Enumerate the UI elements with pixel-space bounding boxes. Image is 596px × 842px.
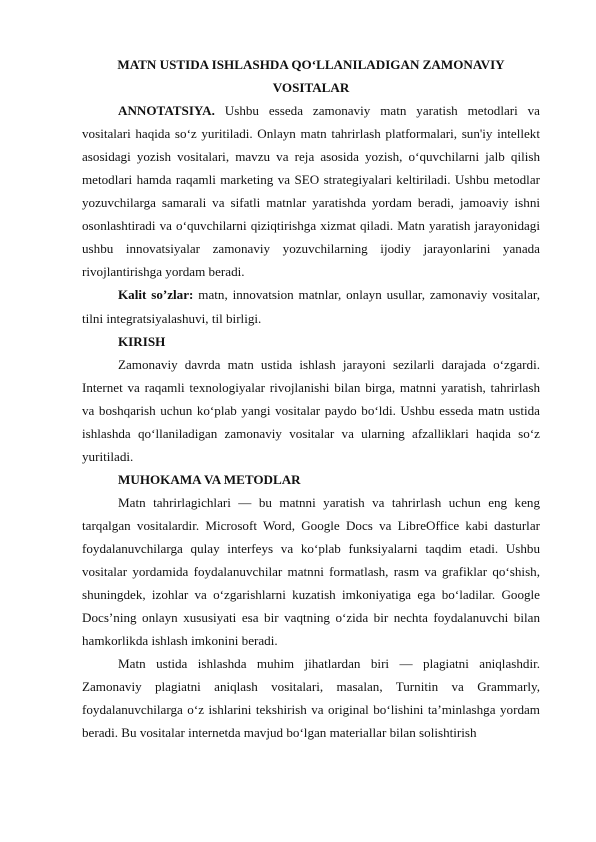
intro-heading: KIRISH — [118, 333, 166, 349]
abstract-label: ANNOTATSIYA. — [118, 103, 215, 119]
title-line-1: MATN USTIDA ISHLASHDA QO‘LLANILADIGAN ZAMONAVIY — [117, 57, 505, 72]
document-title — [82, 53, 540, 99]
abstract-paragraph — [82, 99, 540, 283]
discussion-heading: MUHOKAMA VA METODLAR — [118, 471, 301, 487]
abstract-text: Ushbu esseda zamonaviy matn yaratish metodlari va vositalari haqida so‘z yuritiladi. Onlayn matn tahrirlash platformalari, sun'iy intellekt asosidagi yozish vositalari, mavzu va reja asosida yozish, o‘quvchilarni jalb qilish metodlari hamda raqamli marketing va SEO strategiyalari keltiriladi. Ushbu metodlar yozuvchilarga samarali va sifatli matnlar yaratishda yordam beradi, jamoaviy ishni osonlashtiradi va o‘quvchilarni qiziqtirishga xizmat qiladi. Matn yaratish jarayonidagi ushbu innovatsiyalar zamonaviy yozuvchilarning ijodiy jarayonlarini yanada rivojlantirishga yordam beradi. — [82, 103, 540, 280]
discussion-paragraph-1: Matn tahrirlagichlari — bu matnni yaratish va tahrirlash uchun eng keng tarqalgan vositalardir. Microsoft Word, Google Docs va LibreOffice kabi dasturlar foydalanuvchilarga qulay interfeys va ko‘plab funksiyalarni taqdim etadi. Ushbu vositalar yordamida foydalanuvchilar matnni formatlash, rasm va grafiklar qo‘shish, shuningdek, izohlar va o‘zgarishlarni kuzatish imkoniyatiga ega bo‘ladilar. Google Docs’ning onlayn xususiyati esa bir vaqtning o‘zida bir nechta foydalanuvchi bilan hamkorlikda ishlash imkonini beradi. — [82, 494, 540, 649]
discussion-paragraph-2: Matn ustida ishlashda muhim jihatlardan biri — plagiatni aniqlashdir. Zamonaviy plagiatni aniqlash vositalari, masalan, Turnitin va Grammarly, foydalanuvchilarga o‘z ishlarini tekshirish va original bo‘lishini ta’minlashga yordam beradi. Bu vositalar internetda mavjud bo‘lgan materiallar bilan solishtirish — [82, 656, 540, 741]
keywords-text: matn, innovatsion matnlar, onlayn usullar, zamonaviy vositalar, tilni integratsiyalashuvi, til birligi. — [82, 287, 541, 326]
keywords-paragraph — [82, 283, 540, 329]
keywords-label: Kalit so’zlar: — [118, 287, 194, 303]
intro-paragraph: Zamonaviy davrda matn ustida ishlash jarayoni sezilarli darajada o‘zgardi. Internet va raqamli texnologiyalar rivojlanishi bilan birga, matnni yaratish, tahrirlash va boshqarish uchun ko‘plab yangi vositalar paydo bo‘ldi. Ushbu esseda matn ustida ishlashda qo‘llaniladigan zamonaviy vositalar va ularning afzalliklari haqida so‘z yuritiladi. — [82, 356, 540, 464]
title-line-2: VOSITALAR — [272, 80, 350, 96]
